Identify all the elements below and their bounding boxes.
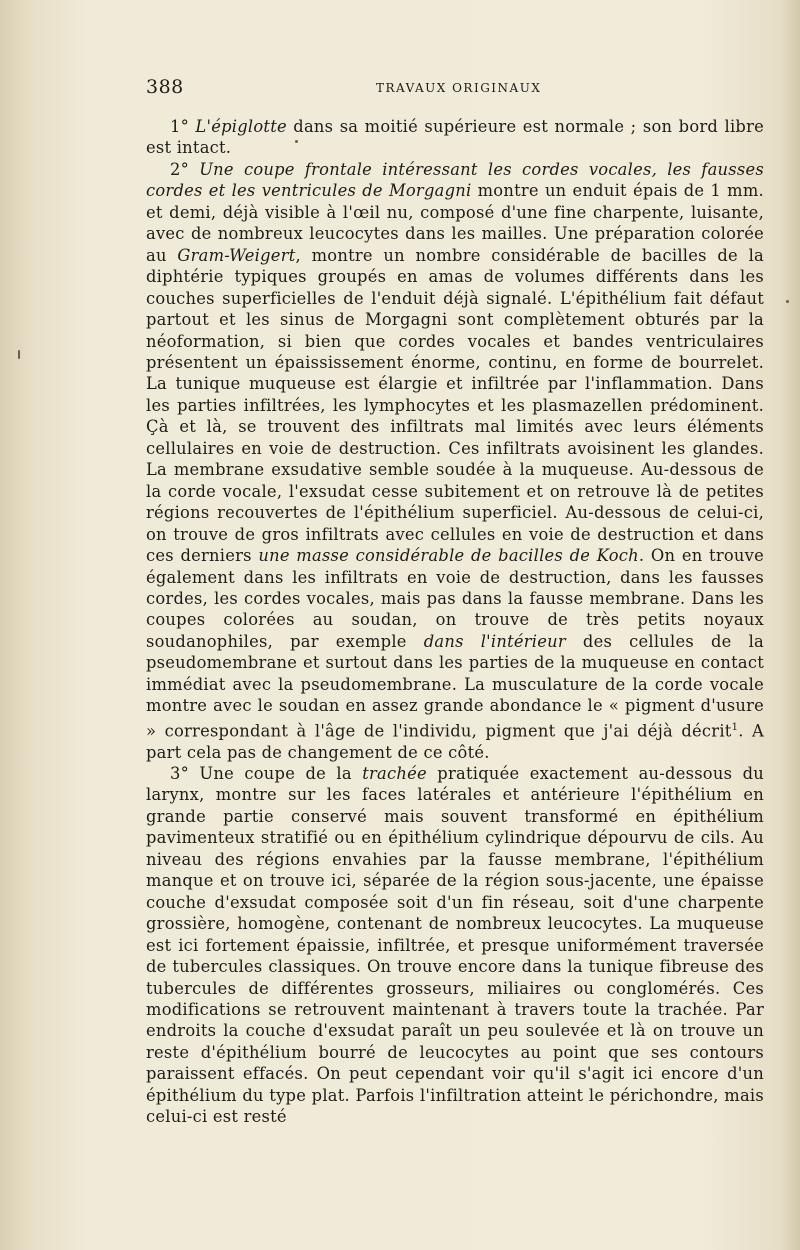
- page-number: 388: [146, 76, 184, 98]
- italic-term: trachée: [362, 764, 427, 784]
- italic-term: dans l'intérieur: [423, 631, 566, 651]
- item-number: 3°: [170, 764, 189, 784]
- paragraph-text: montre un enduit épais de 1 mm. et demi, déjà visible à l'œil nu, composé d'une fine charpente, luisante, avec de nombreux leucocytes dans les mailles. Une préparation colorée au: [146, 181, 764, 265]
- paragraph-text: . A part cela pas de changement de ce côté.: [146, 721, 765, 762]
- paragraph-text: Une coupe de la: [189, 764, 363, 784]
- item-number: 2°: [170, 159, 189, 179]
- paper-speck: [786, 300, 789, 303]
- paper-speck: [295, 140, 298, 143]
- page-header: [146, 76, 766, 100]
- item-number: 1°: [170, 117, 189, 136]
- italic-term: Une coupe frontale intéressant les cordes vocales, les fausses cordes et les ventricules de Morgagni: [146, 159, 764, 201]
- paragraph-coupe-frontale: [146, 159, 764, 763]
- italic-term: L'épiglotte: [195, 117, 287, 136]
- running-title: TRAVAUX ORIGINAUX: [376, 81, 542, 95]
- paragraph-text: des cellules de la pseudomembrane et surtout dans les parties de la muqueuse en contact immédiat avec la pseudomembrane. La musculature de la corde vocale montre avec le soudan en assez grande abondance le « pigment d'usure » correspondant à l'âge de l'individu, pigment que j'ai déjà décrit: [146, 631, 764, 741]
- footnote-ref[interactable]: 1: [731, 721, 739, 733]
- paragraph-text: pratiquée exactement au-dessous du larynx, montre sur les faces latérales et antérieure l'épithélium en grande partie conservé mais souvent transformé en épithélium pavimenteux stratifié ou en épithélium cylindrique dépourvu de cils. Au niveau des régions envahies par la fausse membrane, l'épithélium manque et on trouve ici, séparée de la région sous-jacente, une épaisse couche d'exsudat composée soit d'un fin réseau, soit d'une charpente grossière, homogène, contenant de nombreux leucocytes. La muqueuse est ici fortement épaissie, infiltrée, et presque uniformément traversée de tubercules classiques. On trouve encore dans la tunique fibreuse des tubercules de différentes grosseurs, miliaires ou conglomérés. Ces modifications se retrouvent maintenant à travers toute la trachée. Par endroits la couche d'exsudat paraît un peu soulevée et là on trouve un reste d'épithélium bourré de leucocytes au point que ses contours paraissent effacés. On peut cependant voir qu'il s'agit ici encore d'un épithélium du type plat. Parfois l'infiltration atteint le périchondre, mais celui-ci est resté: [146, 764, 764, 1127]
- paragraph-text: , montre un nombre considérable de bacilles de la diphtérie typiques groupés en amas de volumes différents dans les couches superficielles de l'enduit déjà signalé. L'épithélium fait défaut partout et les sinus de Morgagni sont complètement obturés par la néoformation, si bien que cordes vocales et bandes ventriculaires présentent un épaississement énorme, continu, en forme de bourrelet. La tunique muqueuse est élargie et infiltrée par l'inflammation. Dans les parties infiltrées, les lymphocytes et les plasmazellen prédominent. Çà et là, se trouvent des infiltrats mal limités avec leurs éléments cellulaires en voie de destruction. Ces infiltrats avoisinent les glandes. La membrane exsudative semble soudée à la muqueuse. Au-dessous de la corde vocale, l'exsudat cesse subitement et on retrouve là de petites régions recouvertes de l'épithélium superficiel. Au-dessous de celui-ci, on trouve de gros infiltrats avec cellules en voie de destruction et dans ces derniers: [146, 245, 764, 566]
- paragraph-text: dans sa moitié supérieure est normale ; son bord libre est intact.: [146, 117, 764, 158]
- paragraph-trachee: [146, 763, 764, 1128]
- paper-speck: [18, 350, 20, 359]
- paragraph-epiglotte: [146, 116, 764, 159]
- italic-term: une masse considérable de bacilles de Koch: [258, 546, 639, 566]
- article-body: [146, 116, 764, 1128]
- italic-term: Gram-Weigert: [177, 245, 296, 265]
- paragraph-text: . On en trouve également dans les infiltrats en voie de destruction, dans les fausses cordes, les cordes vocales, mais pas dans la fausse membrane. Dans les coupes colorées au soudan, on trouve de très petits noyaux soudanophiles, par exemple: [146, 546, 764, 651]
